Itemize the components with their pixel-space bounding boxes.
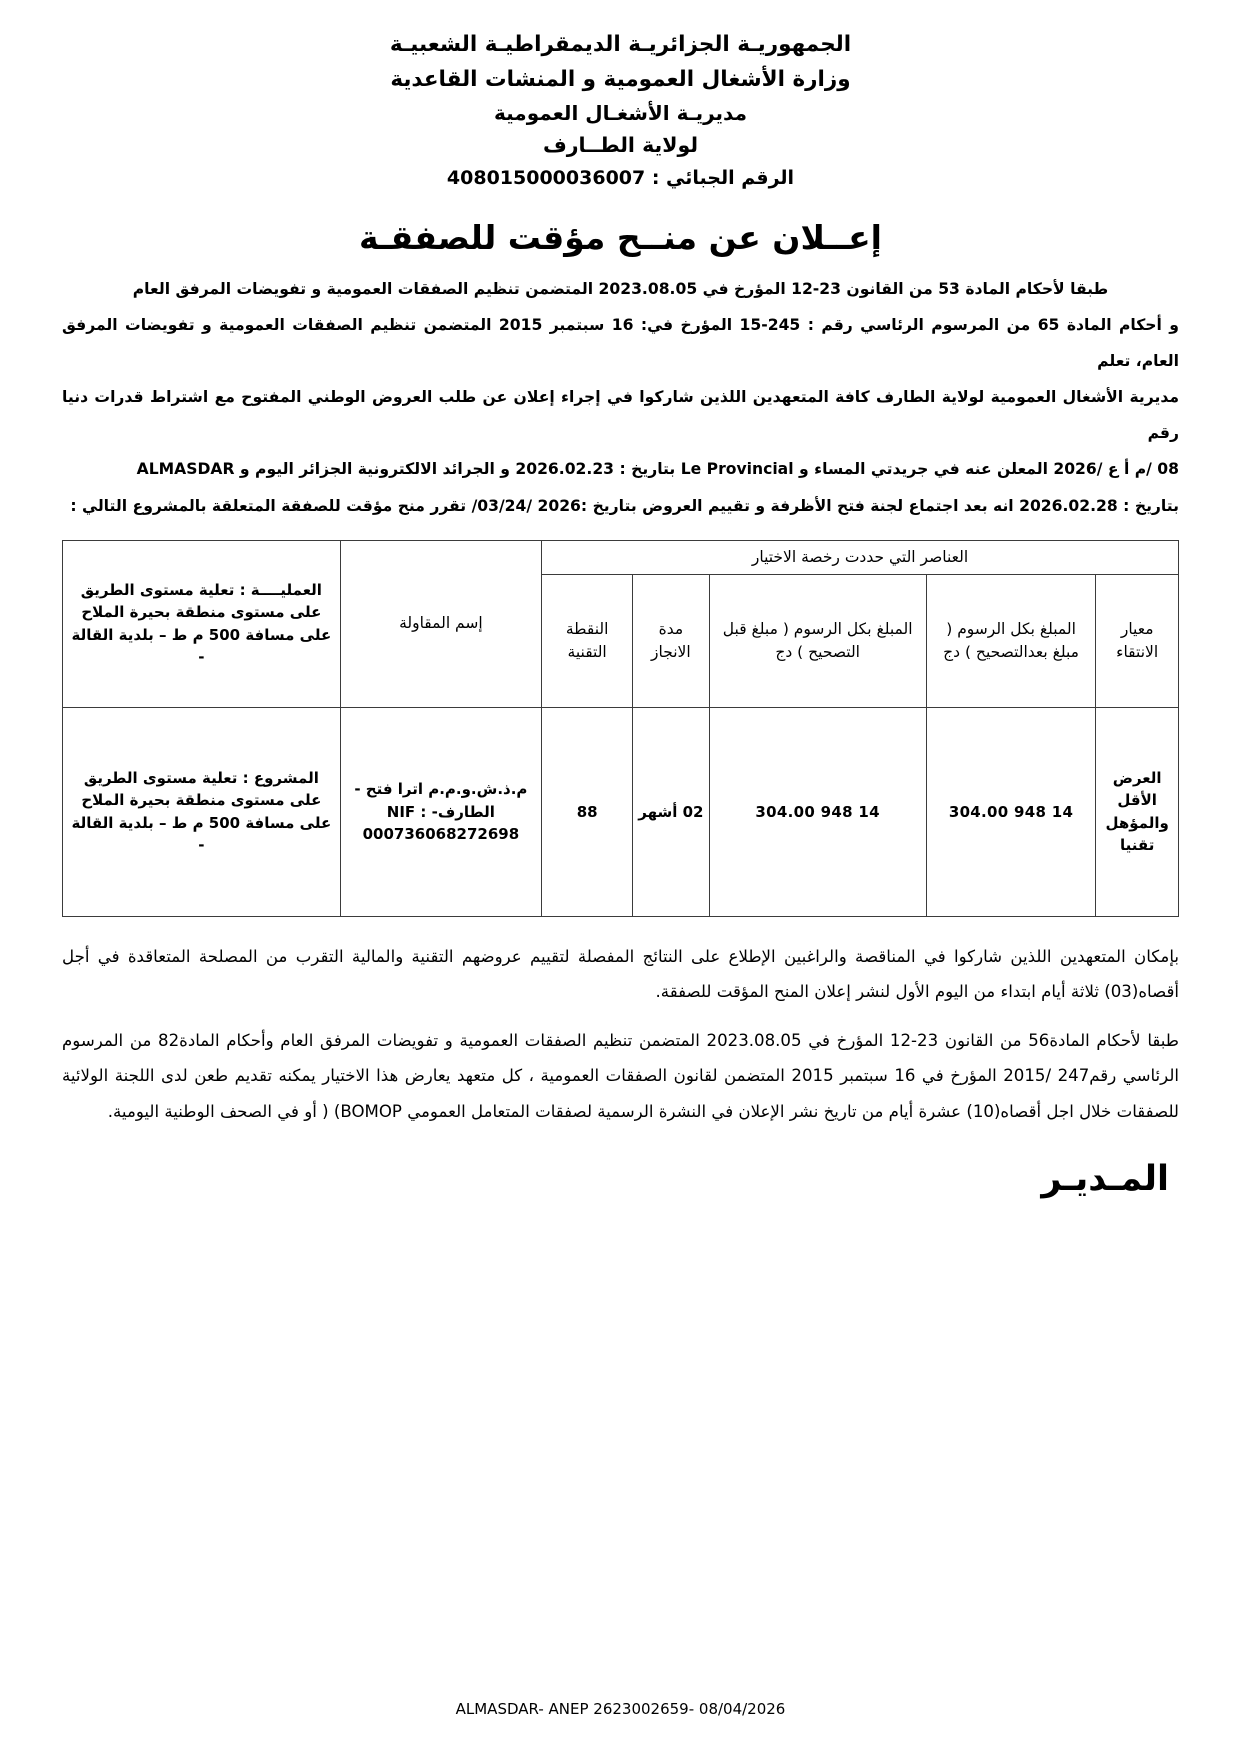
letterhead [62,30,1179,192]
intro-paragraph-4: 08 /م أ ع /2026 المعلن عنه في جريدتي المساء و Le Provincial بتاريخ : 2026.02.23 و الجرائد الالكترونية الجزائر اليوم و ALMASDAR [136,460,1179,479]
cell-technical-note: 88 [542,707,633,916]
closing-paragraph-2: طبقا لأحكام المادة56 من القانون 23-12 المؤرخ في 2023.08.05 المتضمن تنظيم الصفقات العمومية و تفويضات المرفق العام وأحكام المادة82 من المرسوم الرئاسي رقم247 /2015 المؤرخ في 16 سبتمبر 2015 المتضمن لقانون الصفقات العمومية ، كل متعهد يعارض هذا الاختيار يمكنه تقديم طعن لدى اللجنة الولائية للصفقات خلال اجل أقصاه(10) عشرة أيام من تاريخ نشر الإعلان في النشرة الرسمية لصفقات المتعامل العمومي BOMOP) ( أو في الصحف الوطنية اليومية. [62,1031,1179,1121]
table-group-header-row [63,540,1179,574]
letterhead-line-ministry: وزارة الأشغال العمومية و المنشات القاعدية [390,66,851,92]
signature-director: المـديـر [1041,1158,1169,1199]
cell-amount-before-correction: 14 948 304.00 [709,707,926,916]
column-header-amount-before-correction: المبلغ بكل الرسوم ( مبلغ قبل التصحيح ) دج [709,574,926,707]
intro-block [62,271,1179,524]
column-header-company: إسم المقاولة [340,540,541,707]
group-header-selection-criteria: العناصر التي حددت رخصة الاختيار [542,540,1179,574]
closing-paragraph-1: بإمكان المتعهدين اللذين شاركوا في المناقصة والراغبين الإطلاع على النتائج المفصلة لتقييم عروضهم التقنية والمالية التقرب من المصلحة المتعاقدة في أجل أقصاه(03) ثلاثة أيام ابتداء من اليوم الأول لنشر إعلان المنح المؤقت للصفقة. [62,946,1179,1002]
column-header-technical-note: النقطة التقنية [542,574,633,707]
fiscal-number: الرقم الجبائي : 408015000036007 [446,166,795,189]
closing-block [62,939,1179,1129]
cell-amount-after-correction: 14 948 304.00 [926,707,1096,916]
award-table-head [63,540,1179,707]
award-table [62,540,1179,917]
letterhead-line-wilaya: لولاية الطــارف [542,133,699,158]
letterhead-line-directorate: مديريـة الأشغـال العمومية [494,101,747,126]
column-header-amount-after-correction: المبلغ بكل الرسوم ( مبلغ بعدالتصحيح ) دج [926,574,1096,707]
cell-execution-duration: 02 أشهر [633,707,709,916]
cell-company-name: م.ذ.ش.و.م.م اترا فتح - الطارف- NIF : 000736068272698 [340,707,541,916]
footer-reference: ALMASDAR- ANEP 2623002659- 08/04/2026 [455,1700,786,1718]
column-header-operation: العمليــــة : تعلية مستوى الطريق على مستوى منطقة بحيرة الملاح على مسافة 500 م ط – بلدية القالة - [63,540,341,707]
cell-project-description: المشروع : تعلية مستوى الطريق على مستوى منطقة بحيرة الملاح على مسافة 500 م ط – بلدية القالة - [63,707,341,916]
cell-selection-criterion: العرض الأقل والمؤهل تقنيا [1096,707,1179,916]
intro-paragraph-5: بتاريخ : 2026.02.28 انه بعد اجتماع لجنة فتح الأظرفة و تقييم العروض بتاريخ :2026 /03/24/ تقرر منح مؤقت للصفقة المتعلقة بالمشروع التالي : [70,496,1179,515]
intro-paragraph-3: مديرية الأشغال العمومية لولاية الطارف كافة المتعهدين اللذين شاركوا في إجراء إعلان عن طلب العروض الوطني المفتوح مع اشتراط قدرات دنيا رقم [62,388,1179,443]
column-header-execution-duration: مدة الانجاز [633,574,709,707]
intro-paragraph-2: و أحكام المادة 65 من المرسوم الرئاسي رقم : 245-15 المؤرخ في: 16 سبتمبر 2015 المتضمن تنظيم الصفقات العمومية و تفويضات المرفق العام، تعلم [62,315,1179,370]
award-table-body [63,707,1179,916]
letterhead-line-republic: الجمهوريـة الجزائريـة الديمقراطيـة الشعبيـة [389,32,852,57]
column-header-selection-criterion: معيار الانتقاء [1096,574,1179,707]
intro-paragraph-1: طبقا لأحكام المادة 53 من القانون 23-12 المؤرخ في 2023.08.05 المتضمن تنظيم الصفقات العمومية و تفويضات المرفق العام [132,279,1109,298]
page-title: إعــلان عن منــح مؤقت للصفقـة [359,217,882,257]
table-row [63,707,1179,916]
